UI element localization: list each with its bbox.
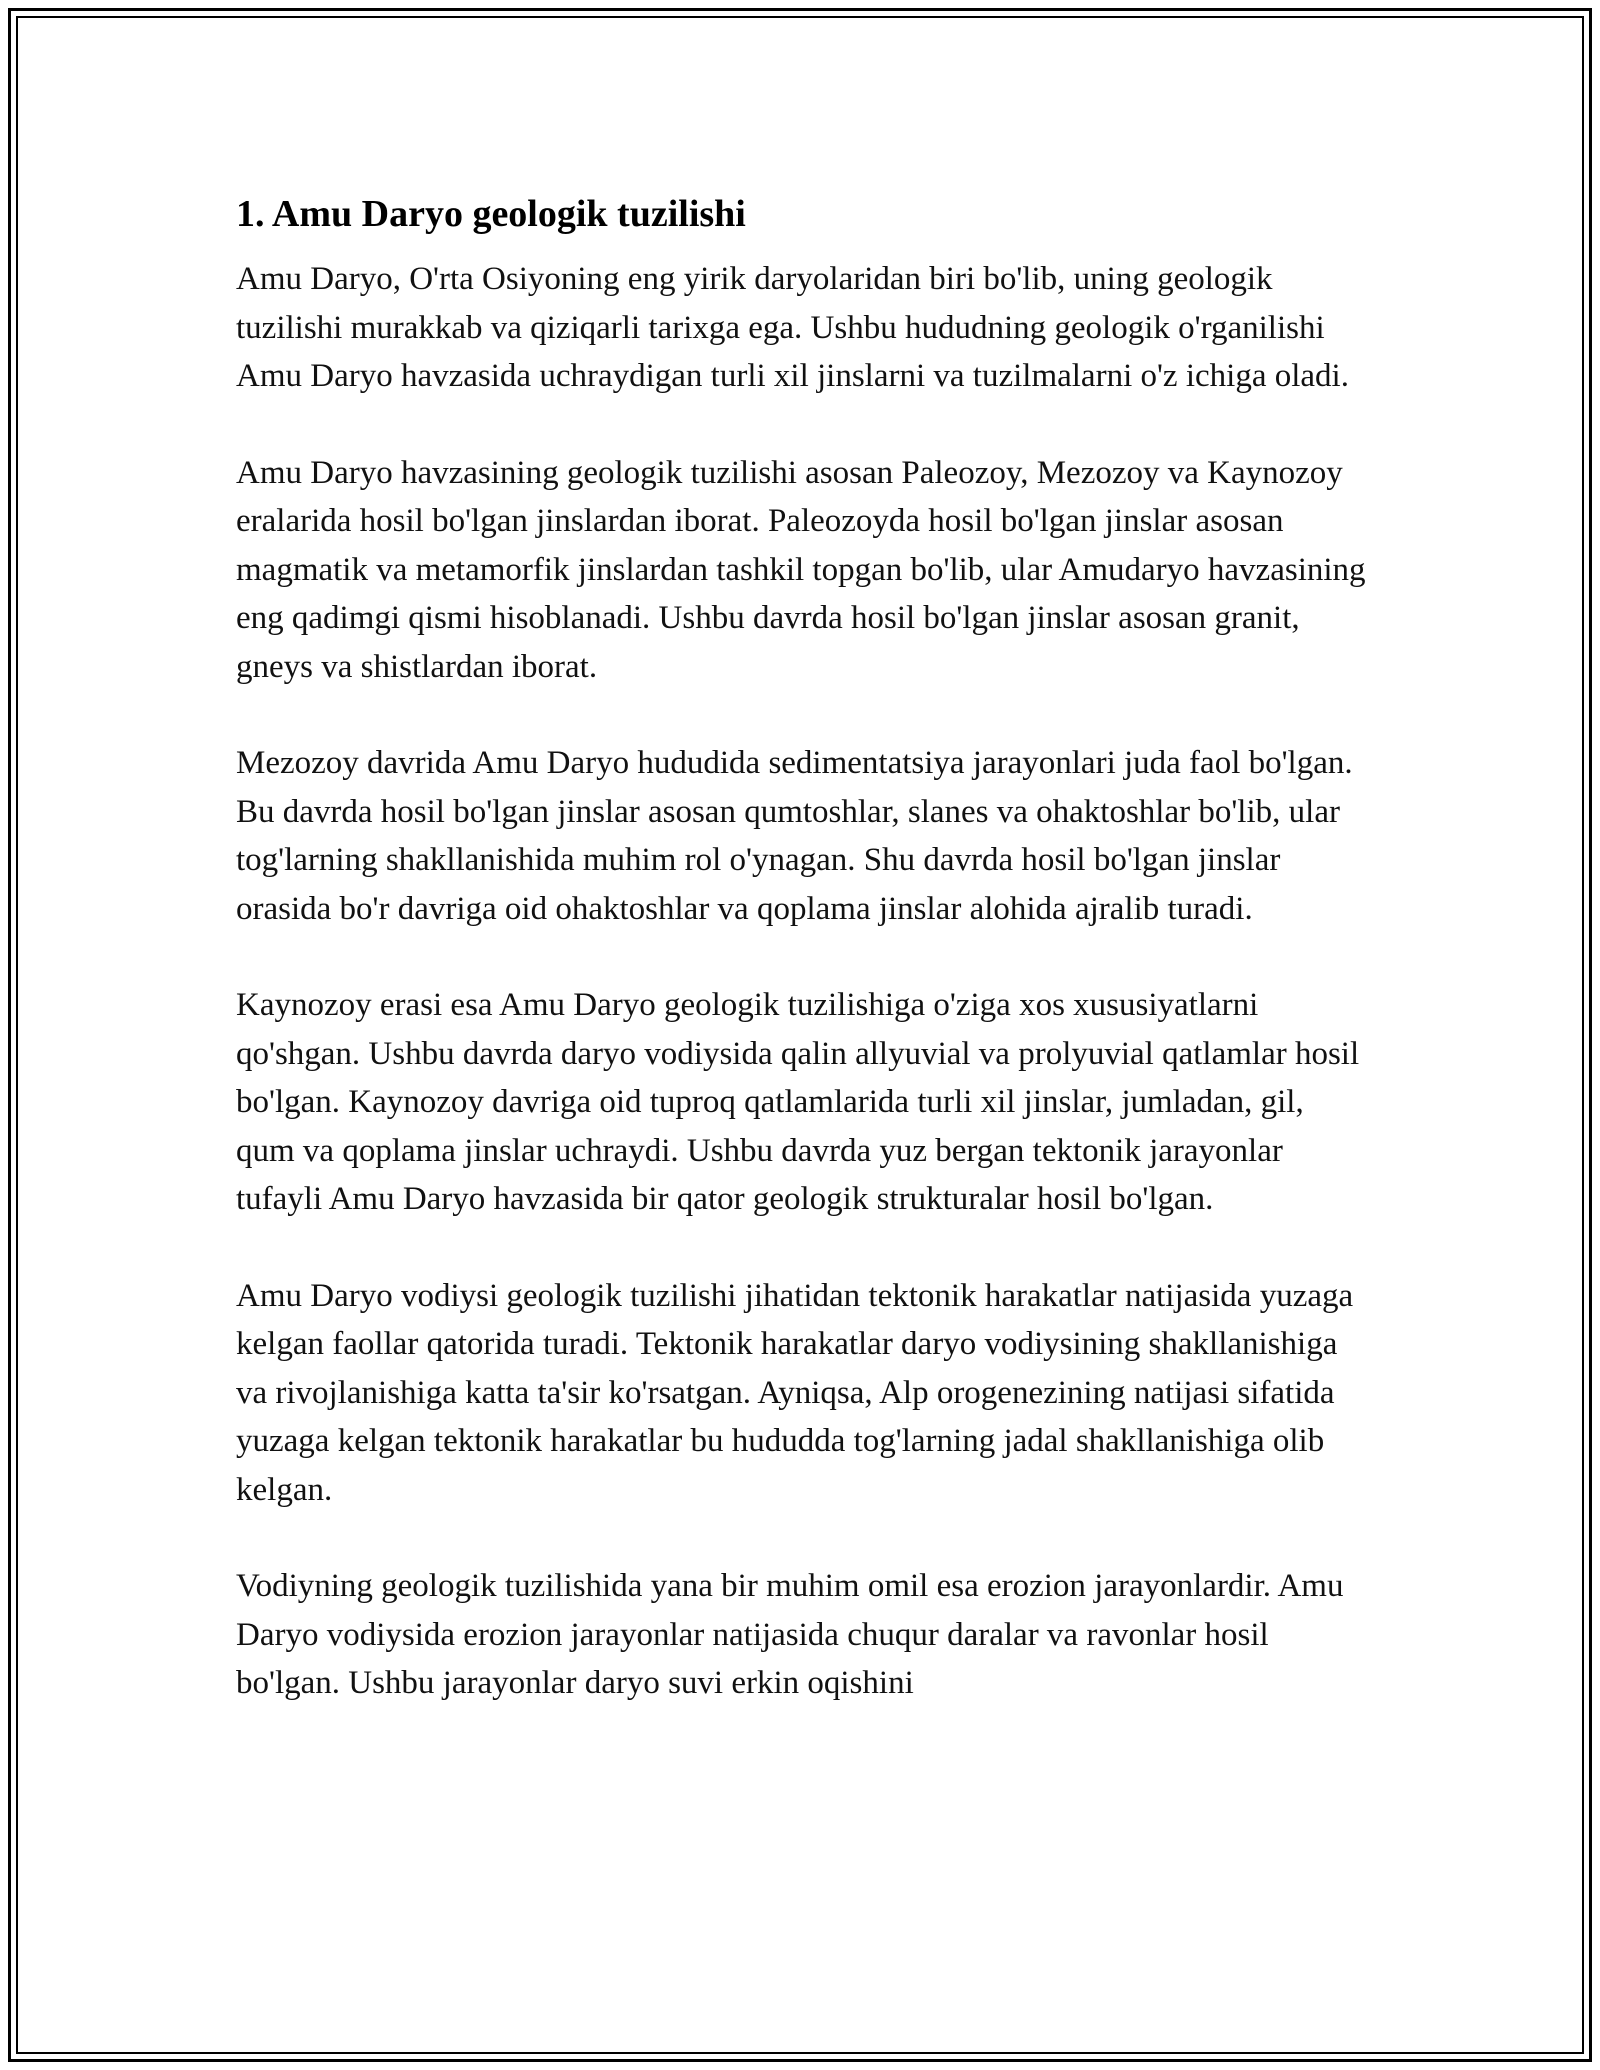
paragraph-4: Kaynozoy erasi esa Amu Daryo geologik tuzilishiga o'ziga xos xususiyatlarni qo'shgan. Ushbu davrda daryo vodiysida qalin allyuvial va prolyuvial qatlamlar hosil bo'lgan. Kaynozoy davriga oid tuproq qatlamlarida turli xil jinslar, jumladan, gil, qum va qoplama jinslar uchraydi. Ushbu davrda yuz bergan tektonik jarayonlar tufayli Amu Daryo havzasida bir qator geologik strukturalar hosil bo'lgan.: [236, 987, 1360, 1217]
paragraph-2: Amu Daryo havzasining geologik tuzilishi asosan Paleozoy, Mezozoy va Kaynozoy eralarida hosil bo'lgan jinslardan iborat. Paleozoyda hosil bo'lgan jinslar asosan magmatik va metamorfik jinslardan tashkil topgan bo'lib, ular Amudaryo havzasining eng qadimgi qismi hisoblanadi. Ushbu davrda hosil bo'lgan jinslar asosan granit, gneys va shistlardan iborat.: [236, 454, 1366, 685]
paragraph-5: Amu Daryo vodiysi geologik tuzilishi jihatidan tektonik harakatlar natijasida yuzaga kelgan faollar qatorida turadi. Tektonik harakatlar daryo vodiysining shakllanishiga va rivojlanishiga katta ta'sir ko'rsatgan. Ayniqsa, Alp orogenezining natijasi sifatida yuzaga kelgan tektonik harakatlar bu hududda tog'larning jadal shakllanishiga olib kelgan.: [236, 1277, 1354, 1508]
section-heading: 1. Amu Daryo geologik tuzilishi: [236, 193, 746, 235]
paragraph-6: Vodiyning geologik tuzilishida yana bir muhim omil esa erozion jarayonlardir. Amu Daryo vodiysida erozion jarayonlar natijasida chuqur daralar va ravonlar hosil bo'lgan. Ushbu jarayonlar daryo suvi erkin oqishini: [236, 1568, 1344, 1701]
paragraph-1: Amu Daryo, O'rta Osiyoning eng yirik daryolaridan biri bo'lib, uning geologik tuzilishi murakkab va qiziqarli tarixga ega. Ushbu hududning geologik o'rganilishi Amu Daryo havzasida uchraydigan turli xil jinslarni va tuzilmalarni o'z ichiga oladi.: [236, 261, 1349, 394]
paragraph-3: Mezozoy davrida Amu Daryo hududida sedimentatsiya jarayonlari juda faol bo'lgan. Bu davrda hosil bo'lgan jinslar asosan qumtoshlar, slanes va ohaktoshlar bo'lib, ular tog'larning shakllanishida muhim rol o'ynagan. Shu davrda hosil bo'lgan jinslar orasida bo'r davriga oid ohaktoshlar va qoplama jinslar alohida ajralib turadi.: [236, 745, 1353, 927]
document-body: [236, 185, 1366, 1708]
